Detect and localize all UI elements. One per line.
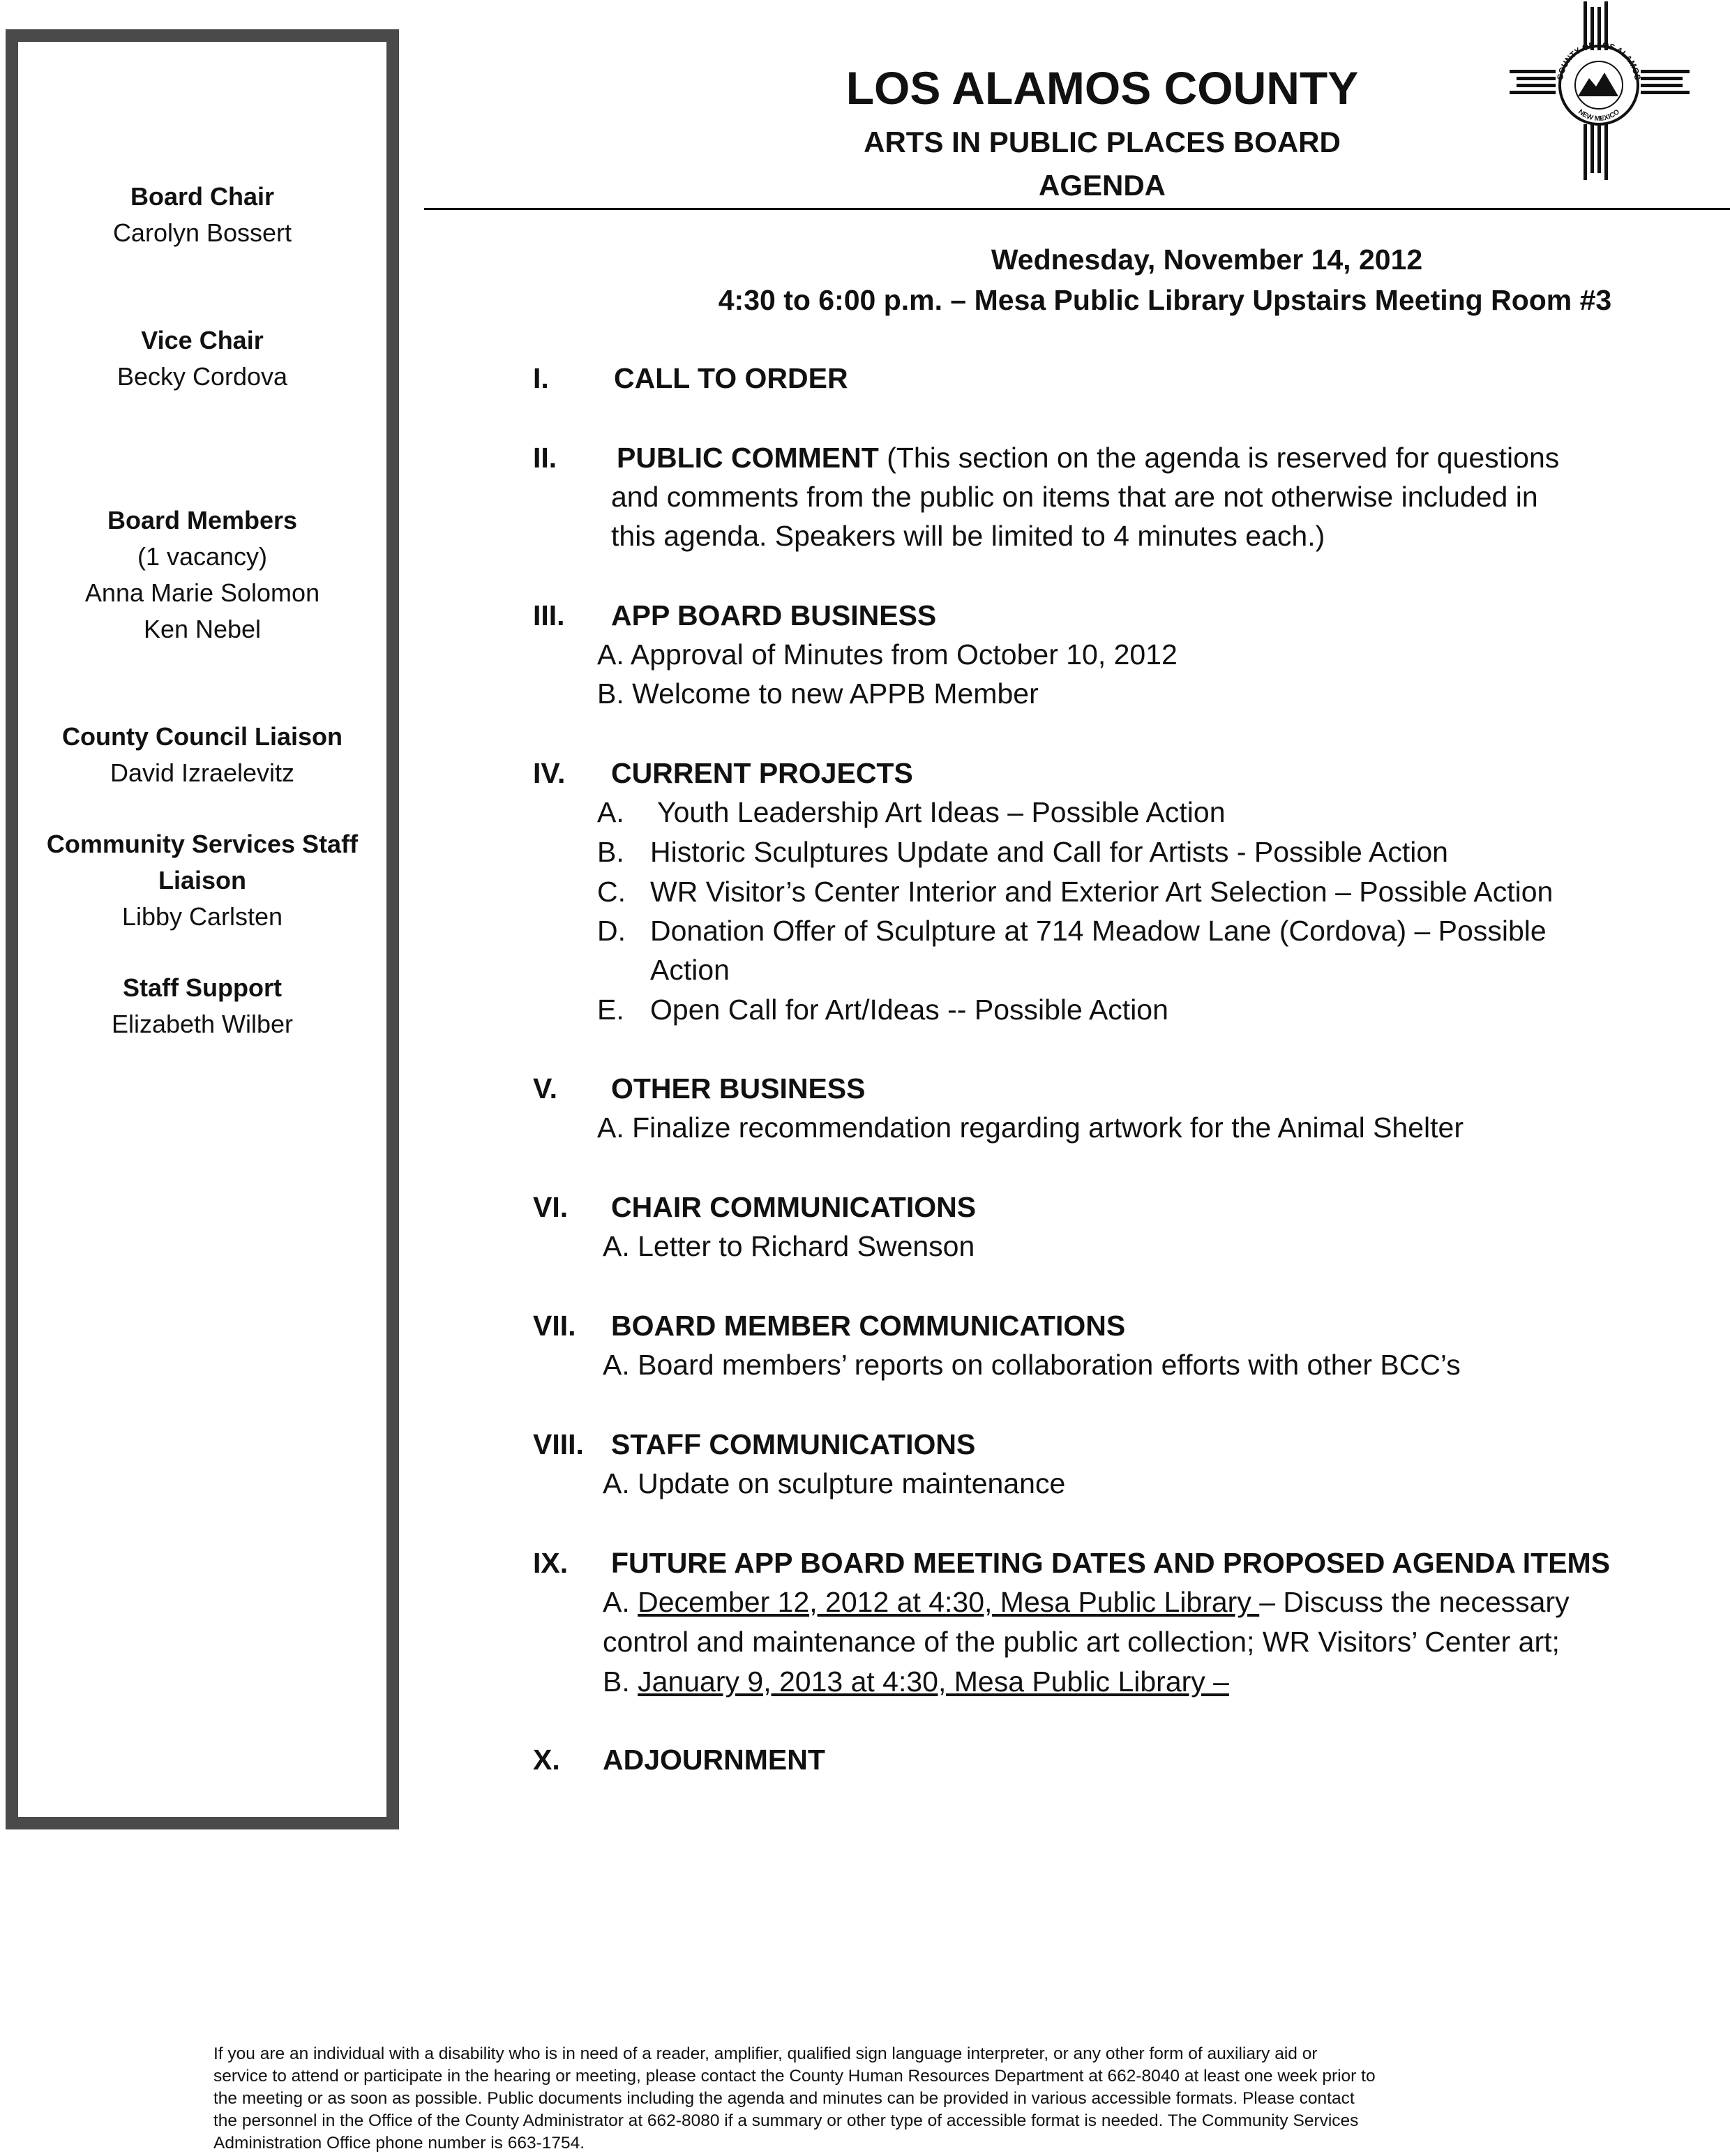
accessibility-notice bbox=[213, 2043, 1657, 2155]
future-meeting-topic-cont: control and maintenance of the public art collection; WR Visitors’ Center art; bbox=[603, 1626, 1560, 1658]
council-liaison-label: County Council Liaison bbox=[62, 722, 343, 751]
section-title-adjournment: ADJOURNMENT bbox=[603, 1744, 825, 1776]
footer-line: service to attend or participate in the hearing or meeting, please contact the County Human Resources Department at 662-8040 at least one week prior to bbox=[213, 2067, 1376, 2086]
section-title-call-to-order: CALL TO ORDER bbox=[614, 362, 848, 394]
section-title-current-projects: CURRENT PROJECTS bbox=[611, 757, 913, 789]
section-title-board-member-communications: BOARD MEMBER COMMUNICATIONS bbox=[611, 1310, 1126, 1342]
meeting-time-location: 4:30 to 6:00 p.m. – Mesa Public Library Upstairs Meeting Room #3 bbox=[718, 284, 1612, 316]
board-chair-block bbox=[18, 179, 386, 251]
agenda-subitem-cont: Action bbox=[650, 954, 730, 986]
staff-liaison-label-cont: Liaison bbox=[158, 866, 247, 894]
section-title-other-business: OTHER BUSINESS bbox=[611, 1072, 866, 1105]
agenda-subitem-letter: A. bbox=[597, 796, 624, 828]
board-chair-label: Board Chair bbox=[130, 182, 275, 211]
agenda-subitem-letter: B. bbox=[597, 836, 624, 868]
meeting-date: Wednesday, November 14, 2012 bbox=[991, 244, 1423, 276]
agenda-subitem-letter: C. bbox=[597, 876, 626, 908]
agenda-subitem-letter: A. bbox=[603, 1586, 638, 1618]
agenda-subitem-letter: D. bbox=[597, 915, 626, 947]
future-meeting-item-b bbox=[603, 1662, 1229, 1702]
footer-line: the meeting or as soon as possible. Public documents including the agenda and minutes can be provided in various accessible formats. Please contact bbox=[213, 2089, 1355, 2108]
county-title: LOS ALAMOS COUNTY bbox=[845, 62, 1359, 114]
footer-line: Administration Office phone number is 663-1754. bbox=[213, 2134, 585, 2153]
council-liaison-block bbox=[18, 719, 386, 791]
board-member-name: Anna Marie Solomon bbox=[84, 578, 320, 607]
public-comment-desc-2: and comments from the public on items that are not otherwise included in bbox=[611, 481, 1538, 513]
agenda-subitem: A. Update on sculpture maintenance bbox=[603, 1467, 1066, 1499]
agenda-subitem: Donation Offer of Sculpture at 714 Meadow Lane (Cordova) – Possible bbox=[650, 915, 1547, 947]
agenda-subitem: B. Welcome to new APPB Member bbox=[597, 678, 1039, 710]
future-meeting-date: January 9, 2013 at 4:30, Mesa Public Library – bbox=[638, 1665, 1229, 1698]
section-number: III. bbox=[533, 599, 565, 631]
agenda-subitem: A. Finalize recommendation regarding artwork for the Animal Shelter bbox=[597, 1111, 1464, 1144]
seal-text-bottom: NEW MEXICO bbox=[1577, 107, 1621, 123]
agenda-subitem: Open Call for Art/Ideas -- Possible Action bbox=[650, 994, 1168, 1026]
county-seal-zia-icon bbox=[1501, 0, 1697, 181]
section-title-app-board-business: APP BOARD BUSINESS bbox=[611, 599, 937, 631]
agenda-subitem: Historic Sculptures Update and Call for Artists - Possible Action bbox=[650, 836, 1448, 868]
board-members-block bbox=[18, 502, 386, 647]
agenda-subitem: Youth Leadership Art Ideas – Possible Action bbox=[657, 796, 1226, 828]
seal-text-top: COUNTY OF LOS ALAMOS bbox=[1555, 39, 1643, 81]
section-number: IX. bbox=[533, 1547, 569, 1579]
staff-liaison-label: Community Services Staff bbox=[46, 830, 359, 858]
section-number: VII. bbox=[533, 1310, 576, 1342]
svg-text:COUNTY OF LOS ALAMOS bbox=[1555, 40, 1643, 81]
staff-support-label: Staff Support bbox=[123, 973, 282, 1002]
section-number: I. bbox=[533, 362, 549, 394]
staff-liaison-block bbox=[18, 826, 386, 935]
board-chair-name: Carolyn Bossert bbox=[112, 218, 292, 247]
future-meeting-item-a bbox=[603, 1582, 1570, 1622]
agenda-subitem-letter: B. bbox=[603, 1665, 638, 1698]
staff-liaison-name: Libby Carlsten bbox=[121, 902, 283, 931]
staff-support-block bbox=[18, 970, 386, 1042]
section-number: VIII. bbox=[533, 1428, 584, 1460]
agenda-subitem-letter: E. bbox=[597, 994, 624, 1026]
section-title-staff-communications: STAFF COMMUNICATIONS bbox=[611, 1428, 976, 1460]
agenda-subitem: A. Letter to Richard Swenson bbox=[603, 1230, 975, 1262]
agenda-subitem: WR Visitor’s Center Interior and Exterior Art Selection – Possible Action bbox=[650, 876, 1554, 908]
vice-chair-label: Vice Chair bbox=[141, 326, 264, 354]
agenda-subitem: A. Board members’ reports on collaboration efforts with other BCC’s bbox=[603, 1349, 1461, 1381]
board-title: ARTS IN PUBLIC PLACES BOARD bbox=[864, 126, 1341, 158]
sidebar-box bbox=[6, 29, 399, 1829]
public-comment-desc-3: this agenda. Speakers will be limited to 4 minutes each.) bbox=[611, 520, 1325, 552]
section-number: X. bbox=[533, 1744, 560, 1776]
section-title-public-comment: PUBLIC COMMENT bbox=[617, 442, 879, 474]
footer-line: the personnel in the Office of the County Administrator at 662-8080 if a summary or other type of accessible format is needed. The Community Services bbox=[213, 2111, 1359, 2130]
section-title-chair-communications: CHAIR COMMUNICATIONS bbox=[611, 1191, 977, 1223]
future-meeting-date: December 12, 2012 at 4:30, Mesa Public Library bbox=[638, 1586, 1260, 1618]
agenda-title: AGENDA bbox=[1038, 169, 1166, 202]
header-divider bbox=[424, 208, 1730, 210]
council-liaison-name: David Izraelevitz bbox=[110, 758, 295, 787]
public-comment-line bbox=[617, 438, 1559, 478]
section-number: II. bbox=[533, 442, 557, 474]
section-number: V. bbox=[533, 1072, 557, 1105]
board-member-name: Ken Nebel bbox=[143, 615, 262, 643]
staff-support-name: Elizabeth Wilber bbox=[111, 1010, 294, 1038]
section-number: IV. bbox=[533, 757, 566, 789]
section-title-future-meeting-dates: FUTURE APP BOARD MEETING DATES AND PROPOSED AGENDA ITEMS bbox=[611, 1547, 1611, 1579]
board-members-label: Board Members bbox=[107, 506, 298, 534]
future-meeting-topic: – Discuss the necessary bbox=[1259, 1586, 1570, 1618]
public-comment-desc: (This section on the agenda is reserved for questions bbox=[878, 442, 1560, 474]
agenda-subitem: A. Approval of Minutes from October 10, 2012 bbox=[597, 638, 1178, 671]
board-member-name: (1 vacancy) bbox=[137, 542, 268, 571]
section-number: VI. bbox=[533, 1191, 569, 1223]
vice-chair-block bbox=[18, 322, 386, 395]
vice-chair-name: Becky Cordova bbox=[116, 362, 288, 391]
footer-line: If you are an individual with a disability who is in need of a reader, amplifier, qualified sign language interpreter, or any other form of auxiliary aid or bbox=[213, 2044, 1318, 2063]
